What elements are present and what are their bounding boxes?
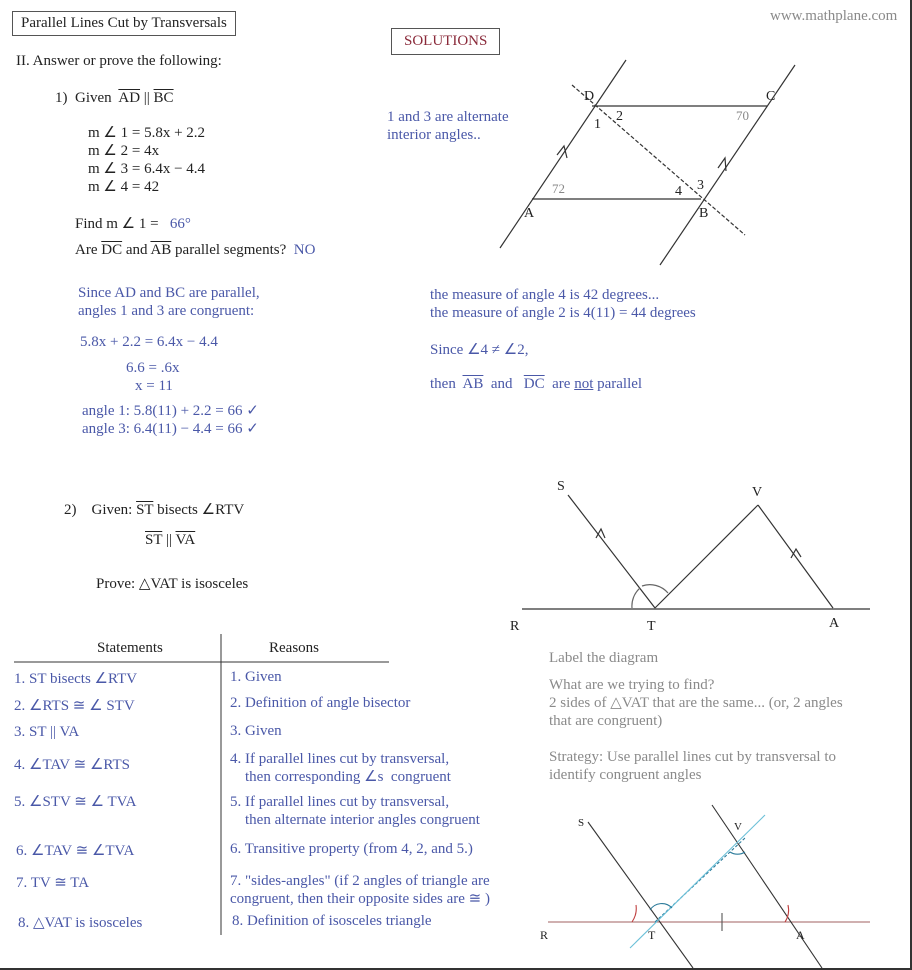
worksheet-title: Parallel Lines Cut by Transversals [12,11,236,36]
svg-text:V: V [734,821,742,833]
line-st [588,822,693,968]
triangle-diagram [522,495,870,609]
p2-given-parallel: $\overline{ST}$ || $\overline{VA}$ [145,532,196,548]
line-va [712,805,822,968]
svg-text:T: T [648,928,656,942]
segment-tv [655,505,758,608]
svg-text:D: D [584,89,595,104]
svg-text:A: A [829,616,840,631]
svg-text:A: A [796,928,805,942]
p1-conclusion: then $\overline{AB}$ and $\overline{DC}$ are not parallel [430,376,643,392]
reasons-header: Reasons [269,640,319,656]
reason-6: 6. Transitive property (from 4, 2, and 5.) [230,841,473,857]
note-strategy: Strategy: Use parallel lines cut by transversal to identify congruent angles [549,749,836,783]
svg-text:4: 4 [675,184,682,199]
labeled-diagram [548,805,870,968]
svg-text:3: 3 [697,178,704,193]
solutions-label: SOLUTIONS [391,28,500,55]
statement-2: 2. ∠RTS ≅ ∠ STV [14,698,135,714]
labeled-diagram-labels [540,817,805,942]
svg-text:R: R [510,619,520,634]
svg-text:B: B [699,206,709,221]
note-find: What are we trying to find? 2 sides of △VAT that are the same... (or, 2 angles that are congruent) [549,677,843,729]
svg-text:R: R [540,928,549,942]
line-ad [500,60,626,248]
p1-find: Find m ∠ 1 = 66° [75,216,191,232]
watermark: www.mathplane.com [770,8,898,24]
statement-6: 6. ∠TAV ≅ ∠TVA [16,843,135,859]
statement-7: 7. TV ≅ TA [16,875,90,891]
p1-right-work: the measure of angle 4 is 42 degrees... the measure of angle 2 is 4(11) = 44 degrees [430,287,696,321]
reason-2: 2. Definition of angle bisector [230,695,411,711]
statement-3: 3. ST || VA [14,724,80,740]
parallelogram-diagram [500,60,795,265]
triangle-labels [510,479,840,634]
svg-text:S: S [557,479,565,494]
svg-text:A: A [524,206,535,221]
statements-header: Statements [97,640,163,656]
p1-note: 1 and 3 are alternate interior angles.. [387,109,509,143]
p1-equations: m ∠ 1 = 5.8x + 2.2 m ∠ 2 = 4x m ∠ 3 = 6.4x − 4.4 m ∠ 4 = 42 [88,125,206,195]
svg-text:C: C [766,89,776,104]
reason-8: 8. Definition of isosceles triangle [232,913,432,929]
svg-text:1: 1 [594,117,601,132]
svg-text:T: T [647,619,656,634]
p2-prove: Prove: △VAT is isosceles [96,576,249,592]
svg-text:2: 2 [616,109,623,124]
p1-question: Are $\overline{DC}$ and $\overline{AB}$ parallel segments? NO [75,242,316,258]
segment-va [758,505,833,608]
statement-8: 8. △VAT is isosceles [18,915,143,931]
note-label-diagram: Label the diagram [549,650,659,666]
section-heading: II. Answer or prove the following: [16,53,222,69]
reason-4: 4. If parallel lines cut by transversal, then corresponding ∠s congruent [230,751,451,785]
p1-given: 1) Given $\overline{AD}$ || $\overline{BC}$ [55,90,174,106]
transversal-db [572,85,745,235]
svg-text:70: 70 [736,108,749,123]
p1-checks: angle 1: 5.8(11) + 2.2 = 66 ✓ angle 3: 6.4(11) − 4.4 = 66 ✓ [82,403,259,437]
ray-ts [568,495,655,608]
p1-equation: 5.8x + 2.2 = 6.4x − 4.4 [80,334,218,350]
reason-7: 7. "sides-angles" (if 2 angles of triangle are congruent, then their opposite sides are ≅ ) [230,873,490,907]
statement-1: 1. ST bisects ∠RTV [14,671,138,687]
reason-3: 3. Given [230,723,282,739]
svg-text:V: V [752,485,763,500]
p2-given: 2) Given: $\overline{ST}$ bisects ∠RTV [64,502,245,518]
p1-x-value: x = 11 [135,378,173,394]
reason-5: 5. If parallel lines cut by transversal, then alternate interior angles congruent [230,794,480,828]
reason-1: 1. Given [230,669,282,685]
p1-step: 6.6 = .6x [126,360,180,376]
statement-4: 4. ∠TAV ≅ ∠RTS [14,757,130,773]
p1-since: Since ∠4 ≠ ∠2, [430,342,529,358]
statement-5: 5. ∠STV ≅ ∠ TVA [14,794,137,810]
svg-text:72: 72 [552,181,565,196]
svg-text:S: S [578,817,585,829]
p1-work: Since AD and BC are parallel, angles 1 and 3 are congruent: [78,285,260,319]
